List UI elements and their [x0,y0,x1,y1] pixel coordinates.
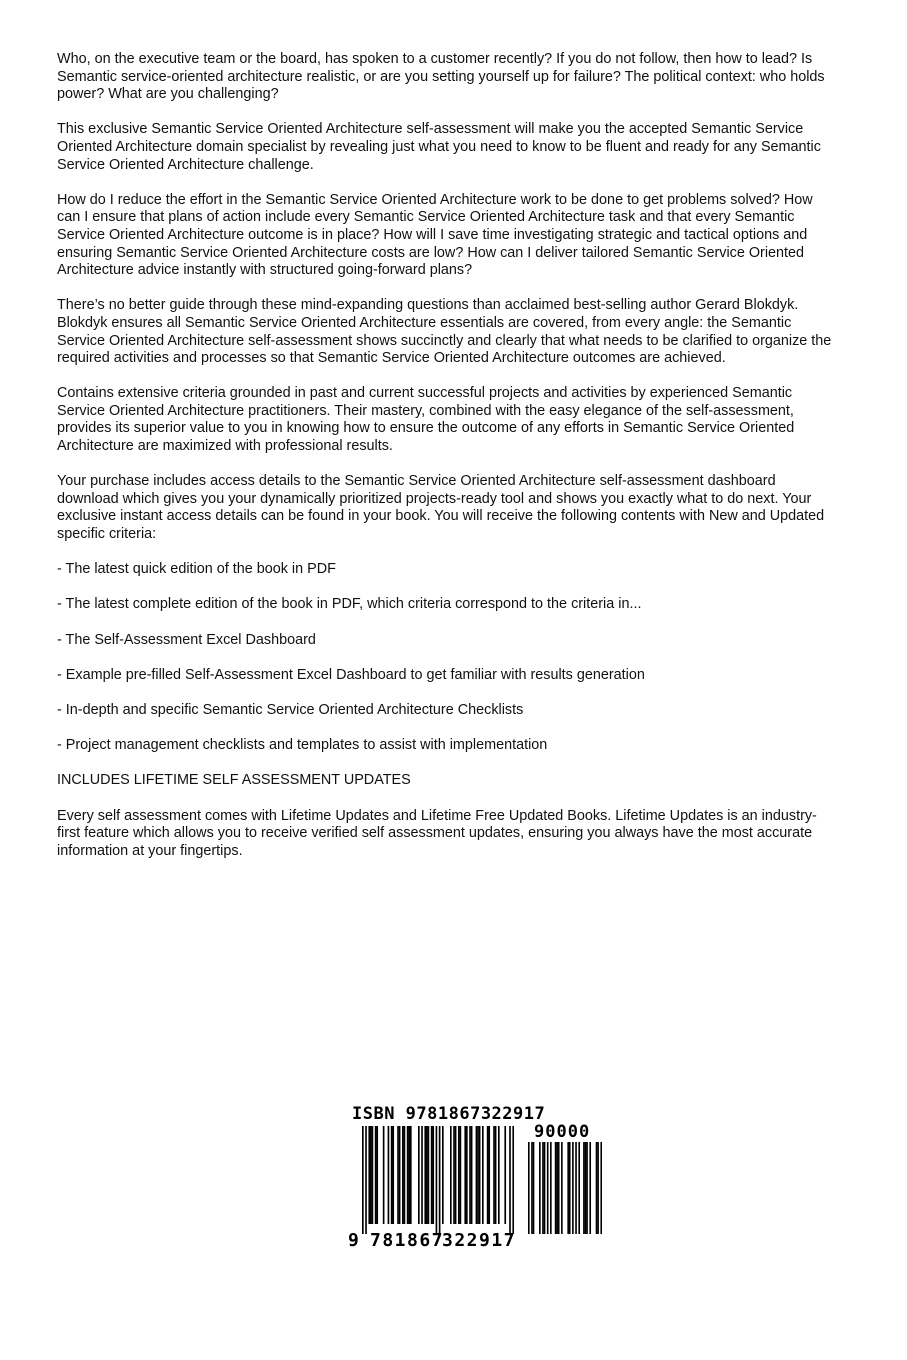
barcode-digit-first: 9 [348,1230,359,1251]
barcode-bar [432,1126,434,1224]
barcode-addon-bar [578,1142,580,1234]
isbn-barcode [348,1104,608,1254]
list-item: - The latest complete edition of the book in PDF, which criteria correspond to the criteria in... [57,596,642,613]
barcode-bar [488,1126,490,1224]
barcode-main-bars [362,1126,514,1234]
barcode-addon-bar [528,1142,530,1234]
barcode-bar [428,1126,430,1224]
barcode-bar [370,1126,372,1224]
barcode-bar [453,1126,455,1224]
barcode-bar [498,1126,500,1224]
paragraph: Contains extensive criteria grounded in past and current successful projects and activities by experienced Semantic Service Oriented Architecture practitioners. Their mastery, combined with the easy elegance of the self-assessment, provides its superior value to you in knowing how to ensure the outcome of any efforts in Semantic Service Oriented Architecture are maximized with professional results. [57,385,795,455]
barcode-addon-bar [533,1142,535,1234]
list-item: - Project management checklists and templates to assist with implementation [57,737,548,754]
barcode-addon-bar [556,1142,558,1234]
list-item: - The latest quick edition of the book in PDF [57,561,336,578]
barcode-bar [460,1126,462,1224]
barcode-addon-bar [561,1142,563,1234]
barcode-addon-bar [572,1142,574,1234]
barcode-bar [424,1126,426,1224]
barcode-bar [388,1126,390,1224]
list-item: - The Self-Assessment Excel Dashboard [57,631,316,648]
barcode-bar [397,1126,399,1224]
barcode-bar [410,1126,412,1224]
barcode-addon-bar [531,1142,533,1234]
barcode-bar [469,1126,471,1224]
barcode-bar [392,1126,394,1224]
barcode-bar [464,1126,466,1224]
barcode-digits-right: 322917 [442,1230,517,1251]
barcode-bar [504,1126,506,1224]
barcode-bar [404,1126,406,1224]
barcode-addon-bar [585,1142,587,1234]
isbn-label: ISBN 9781867322917 [352,1104,546,1124]
barcode-addon-bar [586,1142,588,1234]
barcode-bar [455,1126,457,1224]
barcode-bar [418,1126,420,1224]
barcode-addon-bar [542,1142,544,1234]
paragraph: How do I reduce the effort in the Semantic Service Oriented Architecture work to be done to get problems solved? How can I ensure that plans of action include every Semantic Service Oriented Architecture task and that every Semantic Service Oriented Architecture outcome is in place? How will I save time investigating strategic and tactical options and ensuring Semantic Service Oriented Architecture costs are low? How can I deliver tailored Semantic Service Oriented Architecture advice instantly with structured going-forward plans? [57,191,813,279]
barcode-bar [442,1126,444,1224]
barcode-addon-bar [547,1142,549,1234]
barcode-bar [512,1126,514,1234]
paragraph: Every self assessment comes with Lifetime Updates and Lifetime Free Updated Books. Lifetime Updates is an industry-first feature which allows you to receive verified self assessment updates, ensuring you always have the most accurate information at your fingertips. [57,807,817,859]
barcode-digits-left: 781867 [370,1230,445,1251]
paragraph: Who, on the executive team or the board, has spoken to a customer recently? If you do not follow, then how to lead? Is Semantic service-oriented architecture realistic, or are you setting yourself up for failure? The political context: who holds power? What are you challenging? [57,51,825,103]
barcode-addon-bar [589,1142,591,1234]
barcode-bar [482,1126,484,1224]
barcode-bar [391,1126,393,1224]
barcode-bar [509,1126,511,1234]
barcode-addon-bar [600,1142,602,1234]
barcode-bar [362,1126,364,1234]
barcode-addon-bars [528,1142,602,1234]
barcode-bar [372,1126,374,1224]
barcode-bar [439,1126,441,1234]
barcode-bar [402,1126,404,1224]
barcode-bar [450,1126,452,1224]
paragraph: This exclusive Semantic Service Oriented Architecture self-assessment will make you the accepted Semantic Service Oriented Architecture domain specialist by revealing just what you need to know to be fluent and ready for any Semantic Service Oriented Architecture challenge. [57,121,821,173]
barcode-bar [399,1126,401,1224]
list-item: - In-depth and specific Semantic Service Oriented Architecture Checklists [57,701,524,718]
barcode-addon-bar [550,1142,552,1234]
barcode-bar [431,1126,433,1224]
barcode-bar [493,1126,495,1224]
barcode-addon-bar [544,1142,546,1234]
section-heading: INCLUDES LIFETIME SELF ASSESSMENT UPDATES [57,772,411,789]
barcode-bar [421,1126,423,1224]
barcode-addon-bar [558,1142,560,1234]
barcode-bar [479,1126,481,1224]
barcode-addon-label: 90000 [534,1122,591,1142]
paragraph: Your purchase includes access details to the Semantic Service Oriented Architecture self-assessment dashboard download which gives you your dynamically prioritized projects-ready tool and shows you exactly what to do next. Your exclusive instant access details can be found in your book. You will receive the following contents with New and Updated specific criteria: [57,473,825,543]
barcode-addon-bar [583,1142,585,1234]
barcode-bar [477,1126,479,1224]
barcode-bar [487,1126,489,1224]
barcode-addon-bar [569,1142,571,1234]
back-cover-text [57,51,837,878]
barcode-bar [495,1126,497,1224]
barcode-bar [375,1126,377,1224]
barcode-addon-bar [539,1142,541,1234]
barcode-bar [476,1126,478,1224]
list-item: - Example pre-filled Self-Assessment Excel Dashboard to get familiar with results generation [57,666,645,683]
barcode-addon-bar [597,1142,599,1234]
barcode-addon-bar [555,1142,557,1234]
paragraph: There’s no better guide through these mind-expanding questions than acclaimed best-selling author Gerard Blokdyk. Blokdyk ensures all Semantic Service Oriented Architecture essentials are covered, from every angle: the Semantic Service Oriented Architecture self-assessment shows succinctly and clearly that what needs to be clarified to organize the required activities and processes so that Semantic Service Oriented Architecture outcomes are achieved. [57,297,832,367]
barcode-bar [407,1126,409,1224]
barcode-bar [436,1126,438,1234]
barcode-bar [365,1126,367,1234]
barcode-bar [458,1126,460,1224]
barcode-bar [466,1126,468,1224]
barcode-bar [471,1126,473,1224]
barcode-bar [368,1126,370,1224]
barcode-bar [383,1126,385,1224]
barcode-addon-bar [596,1142,598,1234]
barcode-bar [376,1126,378,1224]
barcode-bar [426,1126,428,1224]
barcode-addon-bar [567,1142,569,1234]
barcode-addon-bar [575,1142,577,1234]
barcode-bar [408,1126,410,1224]
